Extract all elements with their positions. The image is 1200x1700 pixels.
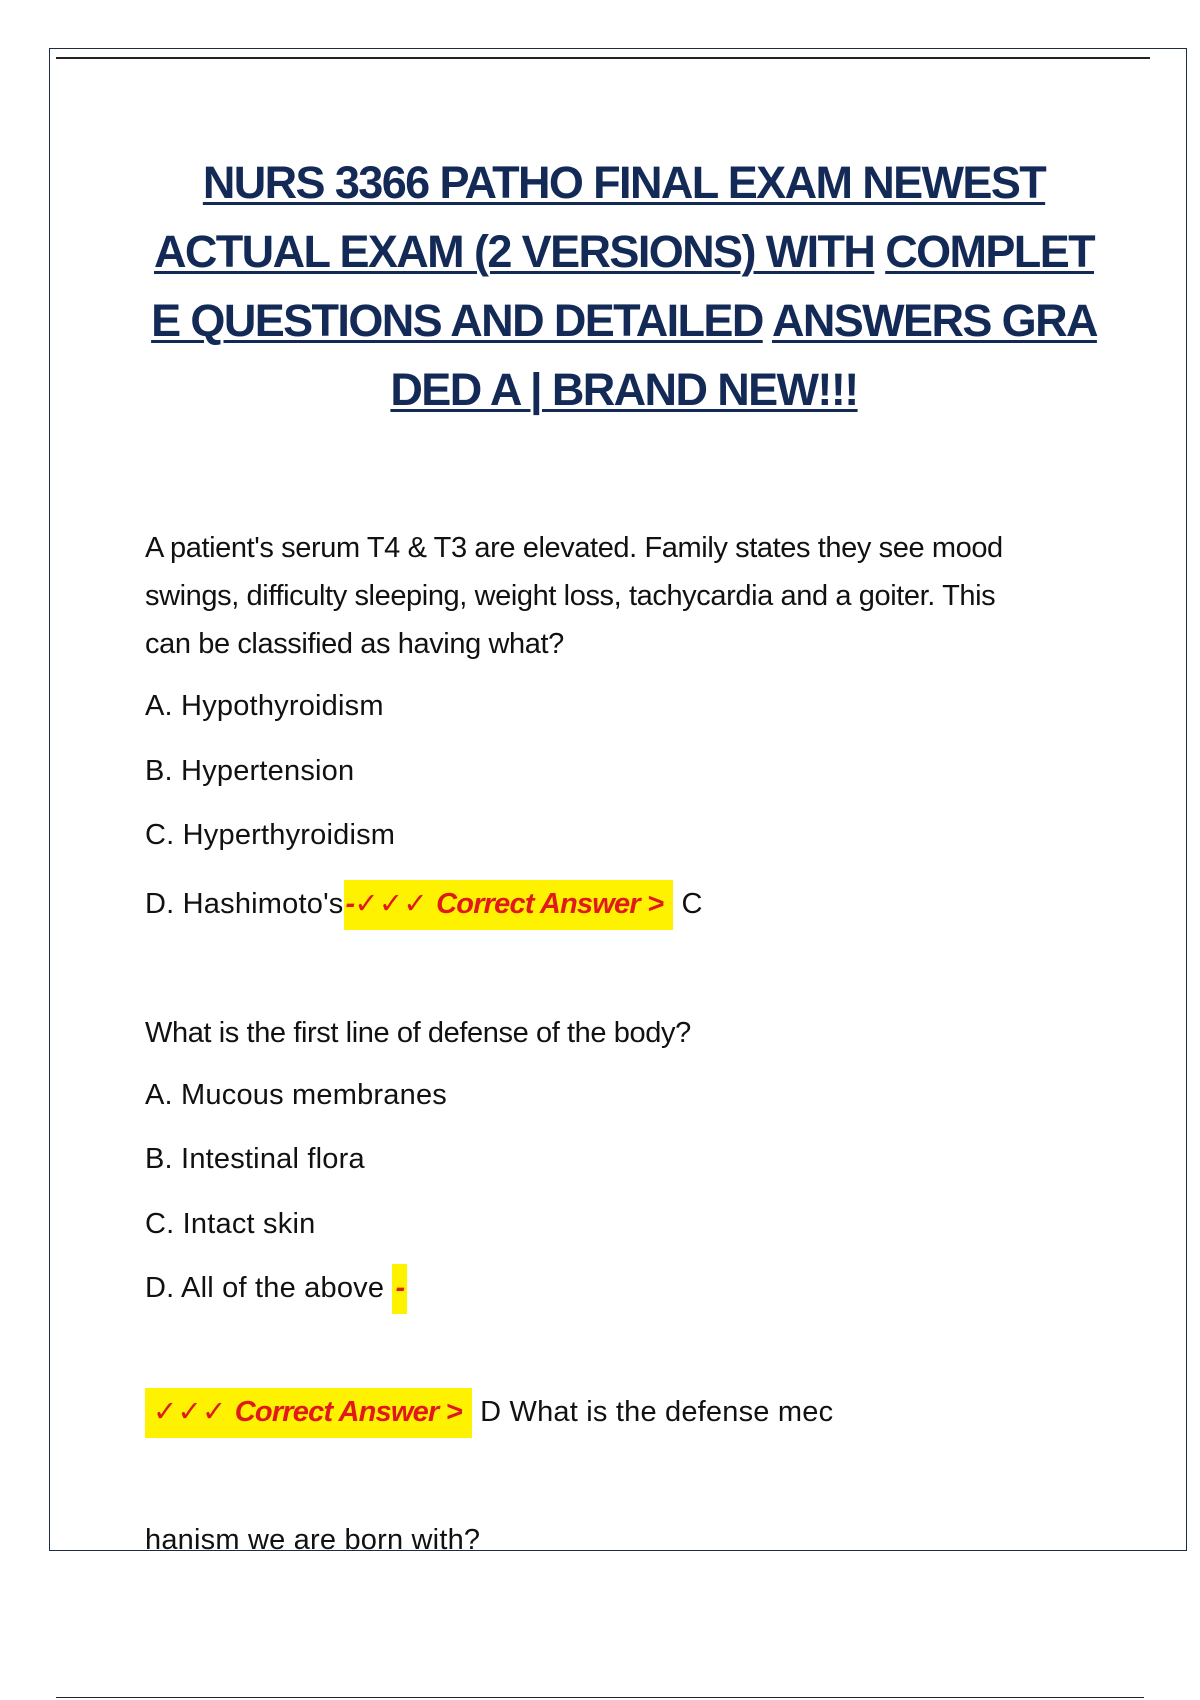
question-1-line-2: swings, difficulty sleeping, weight loss, tachycardia and a goiter. This <box>145 580 996 612</box>
title-line-3: E QUESTIONS AND DETAILED ANSWERS GRA <box>151 295 1097 346</box>
document-title <box>140 148 1108 424</box>
title-line-2: ACTUAL EXAM (2 VERSIONS) WITH COMPLET <box>154 226 1094 277</box>
question-1-option-a: A. Hypothyroidism <box>145 690 384 722</box>
correct-answer-label: Correct Answer > <box>436 888 664 920</box>
correct-answer-value: C <box>681 888 703 920</box>
answer-and-next-question: D What is the defense mec <box>480 1396 834 1428</box>
question-2-answer-line <box>145 1392 833 1432</box>
answer-dash-highlight: - <box>392 1264 407 1314</box>
check-mark-icon: ✓✓✓ <box>354 888 428 920</box>
question-2-option-c: C. Intact skin <box>145 1208 316 1240</box>
title-line-1: NURS 3366 PATHO FINAL EXAM NEWEST <box>202 157 1046 208</box>
question-1-line-3: can be classified as having what? <box>145 628 564 660</box>
question-2-option-b: B. Intestinal flora <box>145 1143 365 1175</box>
bottom-rule <box>56 1697 1144 1698</box>
answer-dash: - <box>345 888 355 920</box>
correct-answer-highlight <box>344 880 674 930</box>
question-2-option-a: A. Mucous membranes <box>145 1079 447 1111</box>
check-mark-icon: ✓✓✓ <box>153 1396 227 1428</box>
question-2-text: What is the first line of defense of the body? <box>145 1017 691 1049</box>
correct-answer-highlight <box>145 1388 472 1438</box>
question-2-option-d <box>145 1268 407 1308</box>
question-2-option-d-label: D. All of the above <box>145 1272 385 1304</box>
question-1-option-d <box>145 884 703 924</box>
title-line-4: DED A | BRAND NEW!!! <box>390 364 858 415</box>
question-3-continued: hanism we are born with? <box>145 1524 481 1556</box>
correct-answer-label: Correct Answer > <box>234 1396 462 1428</box>
question-1-line-1: A patient's serum T4 & T3 are elevated. Family states they see mood <box>145 532 1003 564</box>
question-1-option-c: C. Hyperthyroidism <box>145 819 396 851</box>
question-1-option-b: B. Hypertension <box>145 755 355 787</box>
top-rule <box>56 57 1150 59</box>
question-1-option-d-label: D. Hashimoto's <box>145 888 344 920</box>
